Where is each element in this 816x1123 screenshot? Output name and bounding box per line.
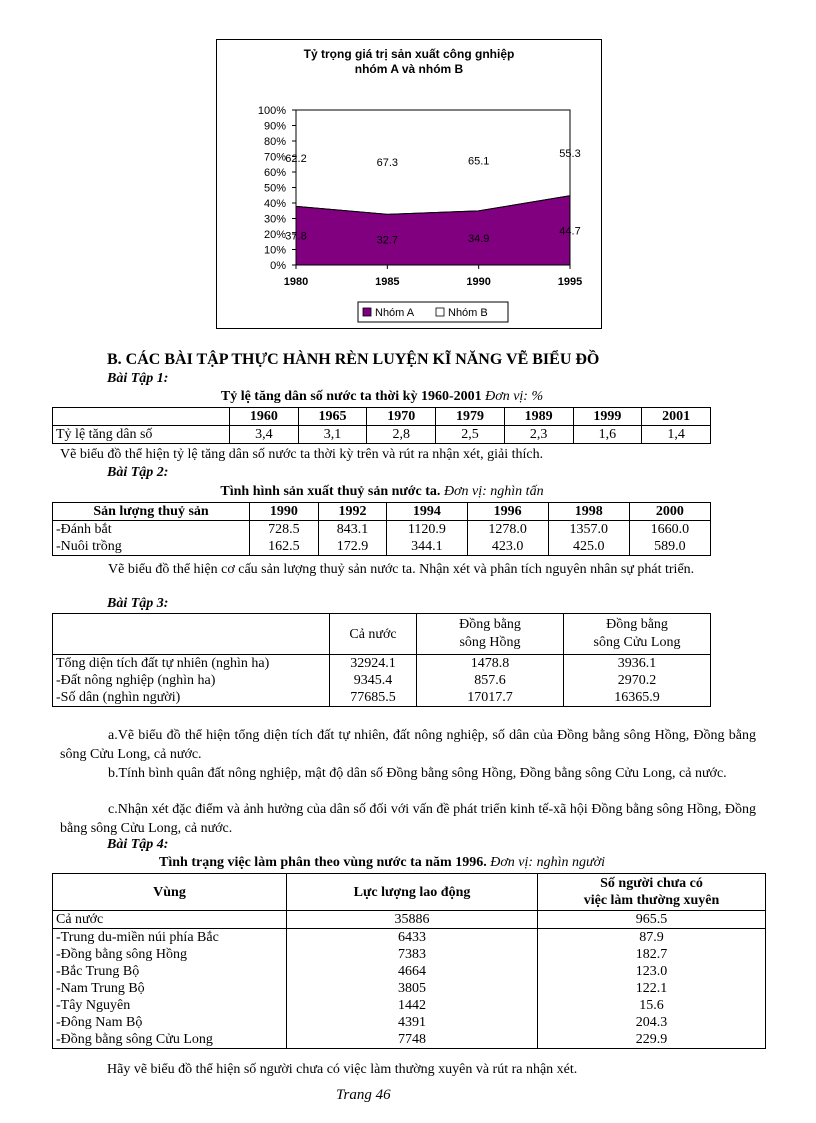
ex2-cell: 423.0 <box>467 538 548 556</box>
ex3-cell: 2970.2 <box>564 672 711 689</box>
ex2-note: Vẽ biểu đồ thể hiện cơ cấu sản lượng thuỷ sản nước ta. Nhận xét và phân tích nguyên nhân sự phát triển. <box>108 562 695 577</box>
table-row <box>53 614 711 655</box>
table-row <box>53 672 711 689</box>
ex4-cell: 122.1 <box>538 980 766 997</box>
ex4-cell: 15.6 <box>538 997 766 1014</box>
ex4-note: Hãy vẽ biểu đồ thể hiện số người chưa có việc làm thường xuyên và rút ra nhận xét. <box>107 1062 578 1077</box>
ex1-header-empty <box>53 408 230 426</box>
ex3-item-c: c.Nhận xét đặc điểm và ảnh hưởng của dân số đối với vấn đề phát triển kinh tế-xã hội Đồng bằng sông Hồng, Đồng bằng sông Cửu Long, cả nước. <box>60 802 756 836</box>
ex4-cell: 7383 <box>287 946 538 963</box>
legend-swatch-a <box>363 308 371 316</box>
ex2-cell: 1357.0 <box>548 521 629 539</box>
y-axis <box>258 105 296 272</box>
ex1-year: 1965 <box>298 408 367 426</box>
ex2-label: Bài Tập 2: <box>107 465 169 480</box>
ex4-h3 <box>538 874 766 911</box>
data-label-b: 65.1 <box>467 155 490 168</box>
data-label-b: 55.3 <box>559 147 581 160</box>
y-tick-label: 0% <box>270 260 286 272</box>
area-series-b <box>296 110 570 214</box>
data-label-a: 44.7 <box>559 225 581 238</box>
y-tick-label: 60% <box>263 167 286 179</box>
legend-swatch-b <box>436 308 444 316</box>
ex2-cell: 344.1 <box>387 538 467 556</box>
ex4-cell: 4391 <box>287 1014 538 1031</box>
ex2-cell: 589.0 <box>629 538 710 556</box>
ex3-cell: 9345.4 <box>330 672 417 689</box>
ex4-cell: 123.0 <box>538 963 766 980</box>
ex2-cell: 843.1 <box>318 521 387 539</box>
ex3-col3a: Đồng bằng <box>606 617 668 632</box>
ex3-item-a: a.Vẽ biểu đồ thể hiện tổng diện tích đất tự nhiên, đất nông nghiệp, số dân của Đồng bằng sông Hồng, Đồng bằng sông Cửu Long, cả nước. <box>60 728 756 762</box>
ex4-h3b: việc làm thường xuyên <box>583 893 720 908</box>
table-row <box>53 963 766 980</box>
ex4-row-label: -Trung du-miền núi phía Bắc <box>53 929 287 947</box>
ex2-cell: 728.5 <box>250 521 319 539</box>
ex1-cell: 2,8 <box>367 426 436 444</box>
ex1-row-label: Tỷ lệ tăng dân số <box>53 426 230 444</box>
table-row <box>53 929 766 947</box>
table-row <box>53 997 766 1014</box>
table-row <box>53 874 766 911</box>
area-chart <box>217 40 601 328</box>
table-row <box>53 980 766 997</box>
ex3-row-label: Tổng diện tích đất tự nhiên (nghìn ha) <box>53 655 330 673</box>
chart-title-line2: nhóm A và nhóm B <box>354 62 464 76</box>
ex3-cell: 857.6 <box>417 672 564 689</box>
ex4-table <box>52 873 766 1049</box>
ex3-col3 <box>564 614 711 655</box>
ex1-unit: Đơn vị: % <box>485 389 544 404</box>
table-row <box>53 503 711 521</box>
ex4-cell: 7748 <box>287 1031 538 1049</box>
ex4-cell: 3805 <box>287 980 538 997</box>
ex2-header: Sản lượng thuỷ sản <box>53 503 250 521</box>
y-tick-label: 80% <box>263 136 286 148</box>
ex2-title <box>52 484 712 500</box>
legend-label-b: Nhóm B <box>448 307 488 319</box>
data-label-a: 34.9 <box>467 232 490 245</box>
ex4-label: Bài Tập 4: <box>107 837 169 852</box>
ex3-cell: 77685.5 <box>330 689 417 707</box>
ex4-unit: Đơn vị: nghìn người <box>490 855 605 870</box>
y-tick-label: 90% <box>263 120 286 133</box>
y-tick-label: 50% <box>263 182 286 195</box>
table-row <box>53 521 711 539</box>
ex4-cell: 204.3 <box>538 1014 766 1031</box>
ex3-cell: 16365.9 <box>564 689 711 707</box>
ex2-year: 1998 <box>548 503 629 521</box>
ex2-row-label: -Đánh bắt <box>53 521 250 539</box>
ex4-cell: 182.7 <box>538 946 766 963</box>
table-row <box>53 655 711 673</box>
ex4-row-label: Cả nước <box>53 911 287 929</box>
ex2-cell: 1120.9 <box>387 521 467 539</box>
ex4-cell: 4664 <box>287 963 538 980</box>
x-tick-label: 1995 <box>557 276 583 288</box>
data-label-a: 32.7 <box>376 234 399 247</box>
x-tick-label: 1990 <box>466 276 491 288</box>
table-row <box>53 426 711 444</box>
ex3-row-label: -Số dân (nghìn người) <box>53 689 330 707</box>
ex4-h3a: Số người chưa có <box>600 876 703 891</box>
ex3-row-label: -Đất nông nghiệp (nghìn ha) <box>53 672 330 689</box>
ex1-cell: 2,5 <box>436 426 505 444</box>
x-axis <box>284 265 582 288</box>
ex3-cell: 32924.1 <box>330 655 417 673</box>
ex4-cell: 6433 <box>287 929 538 947</box>
ex4-cell: 87.9 <box>538 929 766 947</box>
ex3-col2b: sông Hồng <box>459 635 521 650</box>
page-number: Trang 46 <box>336 1087 391 1103</box>
ex1-table <box>52 407 711 444</box>
ex1-label: Bài Tập 1: <box>107 371 169 386</box>
legend-label-a: Nhóm A <box>375 307 415 319</box>
ex2-year: 1994 <box>387 503 467 521</box>
ex4-row-label: -Tây Nguyên <box>53 997 287 1014</box>
ex3-label: Bài Tập 3: <box>107 596 169 611</box>
ex2-cell: 425.0 <box>548 538 629 556</box>
ex1-year: 1999 <box>573 408 642 426</box>
ex1-year: 2001 <box>642 408 711 426</box>
ex1-cell: 3,4 <box>230 426 299 444</box>
ex2-year: 1996 <box>467 503 548 521</box>
ex1-year: 1989 <box>504 408 573 426</box>
plot-area <box>296 110 570 265</box>
ex2-year: 2000 <box>629 503 710 521</box>
ex4-title-text: Tình trạng việc làm phân theo vùng nước ta năm 1996. <box>159 855 487 870</box>
table-row <box>53 689 711 707</box>
y-tick-label: 70% <box>263 151 286 164</box>
ex1-cell: 1,6 <box>573 426 642 444</box>
table-row <box>53 1031 766 1049</box>
ex1-title-text: Tỷ lệ tăng dân số nước ta thời kỳ 1960-2001 <box>220 389 482 404</box>
ex4-h2: Lực lượng lao động <box>287 874 538 911</box>
ex1-year: 1970 <box>367 408 436 426</box>
ex2-year: 1992 <box>318 503 387 521</box>
table-row <box>53 408 711 426</box>
ex4-row-label: -Bắc Trung Bộ <box>53 963 287 980</box>
ex3-col2 <box>417 614 564 655</box>
y-tick-label: 100% <box>257 105 286 117</box>
ex2-table <box>52 502 711 556</box>
ex1-title <box>52 389 712 405</box>
ex3-cell: 1478.8 <box>417 655 564 673</box>
ex2-cell: 1278.0 <box>467 521 548 539</box>
ex1-cell: 2,3 <box>504 426 573 444</box>
section-heading: B. CÁC BÀI TẬP THỰC HÀNH RÈN LUYỆN KĨ NĂNG VẼ BIỂU ĐỒ <box>107 351 600 368</box>
ex2-row-label: -Nuôi trồng <box>53 538 250 556</box>
ex3-col1: Cả nước <box>330 614 417 655</box>
ex1-cell: 1,4 <box>642 426 711 444</box>
ex1-note: Vẽ biểu đồ thể hiện tỷ lệ tăng dân số nước ta thời kỳ trên và rút ra nhận xét, giải thích. <box>60 447 544 462</box>
ex3-col3b: sông Cửu Long <box>593 635 681 650</box>
data-label-b: 67.3 <box>376 157 399 170</box>
data-label-a: 37.8 <box>285 230 307 243</box>
ex4-cell: 35886 <box>287 911 538 929</box>
y-tick-label: 40% <box>263 198 286 210</box>
ex4-cell: 1442 <box>287 997 538 1014</box>
ex4-cell: 965.5 <box>538 911 766 929</box>
x-tick-label: 1985 <box>375 276 400 288</box>
ex3-table <box>52 613 711 707</box>
chart-frame <box>216 39 602 329</box>
chart-title-line1: Tỷ trọng giá trị sản xuất công gnhiệp <box>303 47 515 61</box>
table-row <box>53 946 766 963</box>
y-tick-label: 30% <box>263 213 286 226</box>
ex1-cell: 3,1 <box>298 426 367 444</box>
table-row <box>53 538 711 556</box>
ex4-row-label: -Đông Nam Bộ <box>53 1014 287 1031</box>
ex2-unit: Đơn vị: nghìn tấn <box>443 484 544 499</box>
legend <box>358 302 508 322</box>
ex2-year: 1990 <box>250 503 319 521</box>
ex2-title-text: Tình hình sản xuất thuỷ sản nước ta. <box>220 484 441 499</box>
ex3-header-empty <box>53 614 330 655</box>
ex4-row-label: -Nam Trung Bộ <box>53 980 287 997</box>
ex4-row-label: -Đồng bằng sông Cửu Long <box>53 1031 287 1049</box>
ex3-item-b: b.Tính bình quân đất nông nghiệp, mật độ dân số Đồng bằng sông Hồng, Đồng bằng sông Cửu Long, cả nước. <box>108 766 727 781</box>
ex1-year: 1960 <box>230 408 299 426</box>
ex3-cell: 17017.7 <box>417 689 564 707</box>
ex3-cell: 3936.1 <box>564 655 711 673</box>
ex4-cell: 229.9 <box>538 1031 766 1049</box>
y-tick-label: 10% <box>263 244 286 257</box>
table-row <box>53 911 766 929</box>
y-tick-label: 20% <box>263 229 286 241</box>
ex1-year: 1979 <box>436 408 505 426</box>
ex2-cell: 1660.0 <box>629 521 710 539</box>
ex2-cell: 172.9 <box>318 538 387 556</box>
data-label-b: 62.2 <box>285 153 307 166</box>
ex2-cell: 162.5 <box>250 538 319 556</box>
ex4-row-label: -Đồng bằng sông Hồng <box>53 946 287 963</box>
ex3-col2a: Đồng bằng <box>459 617 521 632</box>
ex4-title <box>52 855 712 871</box>
x-tick-label: 1980 <box>283 276 309 288</box>
table-row <box>53 1014 766 1031</box>
ex4-h1: Vùng <box>53 874 287 911</box>
